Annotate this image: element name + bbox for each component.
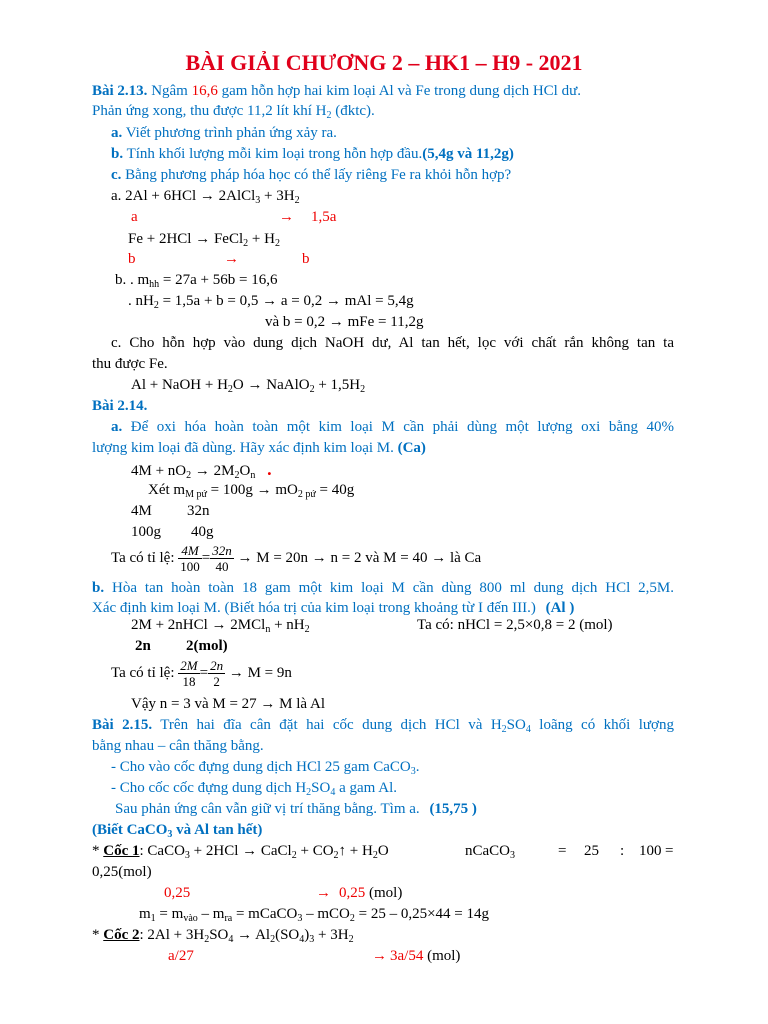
bai-215-label: Bài 2.15. [92, 717, 153, 733]
text: = 27a + 56b = 16,6 [159, 272, 278, 288]
text: → 2M [191, 463, 235, 479]
text: O → NaAlO [232, 377, 310, 393]
subscript: 2 [501, 724, 507, 735]
text: Viết phương trình phản ứng xảy ra. [125, 125, 337, 141]
text: : CaCO [139, 843, 185, 859]
text: Ngâm [151, 83, 188, 99]
text: 3a/54 [390, 948, 424, 964]
question-b [111, 144, 514, 164]
answer: (Al ) [545, 600, 575, 616]
label: a. [111, 419, 123, 435]
subscript: 2 [326, 110, 332, 121]
bai-215-line1 [92, 715, 674, 735]
text: 4M + nO [131, 463, 187, 479]
subscript: ra [224, 913, 233, 924]
text: ↑ + H [338, 843, 373, 859]
subscript: 2 [309, 384, 315, 395]
text: 100g [131, 524, 161, 540]
text: 100 [639, 843, 662, 859]
numerator: 2M [180, 658, 198, 674]
answer: (5,4g và 11,2g) [422, 146, 514, 162]
subscript: 4 [228, 934, 234, 945]
ratio-row-6 [168, 946, 461, 966]
text: 25 [584, 843, 599, 859]
subscript: 2 pứ [297, 489, 316, 500]
subscript: 4 [299, 934, 305, 945]
numerator: 2n [210, 658, 224, 674]
text: – mCO [302, 906, 350, 922]
denominator: 40 [215, 559, 229, 575]
bai-213-line2 [92, 101, 375, 121]
text: 0,25 [164, 885, 191, 901]
text: và Al tan hết) [172, 822, 263, 838]
text: ) [304, 927, 310, 943]
text: - Cho cốc cốc đựng dung dịch H [111, 780, 307, 796]
mass-diff-line [139, 904, 489, 924]
text: a [131, 209, 138, 225]
text: - Cho vào cốc đựng dung dịch HCl 25 gam CaCO [111, 759, 411, 775]
label: a. [111, 125, 123, 141]
text: (SO [275, 927, 300, 943]
subscript: n [250, 470, 256, 481]
subscript: 3 [410, 766, 416, 777]
text: Xác định kim loại M. (Biết hóa trị của kim loại trong khoảng từ I đến III.) [92, 600, 536, 616]
text: lượng kim loại đã dùng. Hãy xác định kim loại M. [92, 440, 394, 456]
text: SO [311, 780, 331, 796]
subscript: 4 [525, 724, 531, 735]
equals-sign: = [201, 550, 211, 566]
subscript: 3 [309, 934, 315, 945]
text: 0,25 [339, 885, 366, 901]
text: Tính khối lượng mỗi kim loại trong hỗn hợp đầu. [126, 146, 423, 162]
answer: (15,75 ) [429, 801, 477, 817]
subscript: 2 [243, 238, 249, 249]
subscript: 2 [304, 624, 310, 635]
subscript: 2 [306, 787, 312, 798]
bai-214-a-line2 [92, 438, 426, 458]
title: BÀI GIẢI CHƯƠNG 2 – HK1 – H9 - 2021 [185, 50, 583, 75]
subscript: 2 [349, 913, 355, 924]
text: SO [209, 927, 229, 943]
equation-3 [131, 375, 365, 395]
bai-213-line1 [92, 81, 581, 101]
text: : [620, 843, 625, 859]
fraction [178, 543, 202, 574]
text: Xét m [148, 482, 186, 498]
text: O [377, 843, 389, 859]
text: Trên hai đĩa cân đặt hai cốc dung dịch HCl và H [160, 717, 502, 733]
equation-5 [131, 615, 613, 635]
text: Ta có tỉ lệ: [111, 550, 175, 566]
subscript: 3 [297, 913, 303, 924]
text: = [558, 843, 567, 859]
mass-value: 16,6 [191, 83, 218, 99]
arrow-icon: → [316, 885, 331, 901]
subscript: 2 [186, 470, 192, 481]
label: c. [111, 167, 122, 183]
question-c [111, 165, 511, 185]
subscript: M pứ [185, 489, 207, 500]
bullet: * [92, 843, 104, 859]
tile-2 [111, 657, 292, 689]
denominator: 2 [213, 674, 220, 690]
solution-b-1 [115, 270, 277, 290]
text: + 1,5H [314, 377, 361, 393]
text: a/27 [168, 948, 194, 964]
text: (đktc). [331, 103, 375, 119]
bai-215-item1 [111, 757, 420, 777]
ratio-row-5 [164, 883, 403, 903]
subscript: n [265, 624, 271, 635]
subscript: 2 [372, 850, 378, 861]
label: Cốc 2 [103, 927, 140, 943]
bai-214-a-line1 [111, 417, 674, 437]
coc-1-line [92, 841, 674, 861]
fraction [210, 543, 234, 574]
dot-mark: . [267, 459, 272, 479]
bai-214-label: Bài 2.14. [92, 398, 148, 414]
text: – m [197, 906, 225, 922]
text: SO [506, 717, 526, 733]
numerator: 32n [212, 543, 232, 559]
text: Al + NaOH + H [131, 377, 228, 393]
subscript: 2 [153, 300, 159, 311]
text: a gam Al. [335, 780, 398, 796]
subscript: 2 [360, 384, 366, 395]
text: = 40g [315, 482, 355, 498]
question-a [111, 123, 337, 143]
coc-2-line [92, 925, 354, 945]
text: Hòa tan hoàn toàn 18 gam một kim loại M cần dùng 800 ml dung dịch HCl 2,5M. [112, 580, 674, 596]
text: + H [248, 231, 275, 247]
text: + 2HCl → CaCl [189, 843, 292, 859]
text: + CO [296, 843, 334, 859]
subscript: 3 [255, 195, 261, 206]
text: gam hỗn hợp hai kim loại Al và Fe trong dung dịch HCl dư. [221, 83, 581, 99]
text: b [128, 251, 136, 267]
text: nCaCO [465, 843, 510, 859]
equals-sign: = [199, 665, 209, 681]
text: 4M [131, 503, 152, 519]
tile-1 [111, 542, 481, 574]
text: + 3H [260, 188, 295, 204]
answer: (Ca) [397, 440, 426, 456]
label: Cốc 1 [103, 843, 140, 859]
mol-row [135, 636, 228, 656]
subscript: 3 [510, 850, 515, 861]
text: + 3H [314, 927, 349, 943]
label: b. [92, 580, 105, 596]
subscript: hh [149, 279, 160, 290]
text: Ta có: nHCl = 2,5×0,8 = 2 (mol) [417, 617, 613, 633]
solution-b-2 [128, 291, 414, 311]
fraction [208, 658, 225, 689]
text: → M = 20n → n = 2 và M = 40 → là Ca [237, 550, 482, 566]
arrow-icon: → [279, 209, 294, 225]
subscript: 2 [348, 934, 354, 945]
text: a. 2Al + 6HCl → 2AlCl [111, 188, 256, 204]
text: 40g [191, 524, 214, 540]
text: → M = 9n [228, 665, 292, 681]
subscript: 4 [330, 787, 336, 798]
text: Sau phản ứng cân vẫn giữ vị trí thăng bằng. Tìm a. [115, 801, 420, 817]
bai-215-item3 [115, 799, 477, 819]
text: Phản ứng xong, thu được 11,2 lít khí H [92, 103, 327, 119]
text: → Al [233, 927, 271, 943]
text: O [239, 463, 251, 479]
ratio-row-2 [128, 249, 310, 269]
text: . [415, 759, 420, 775]
subscript: 2 [274, 238, 280, 249]
text: m [139, 906, 151, 922]
subscript: 3 [184, 850, 190, 861]
equation-4 [131, 459, 272, 481]
text: . nH [128, 293, 154, 309]
bai-215-item2 [111, 778, 397, 798]
bai-213-label: Bài 2.13. [92, 83, 148, 99]
subscript: 2 [270, 934, 276, 945]
label: b. [111, 146, 124, 162]
subscript: 3 [167, 829, 173, 840]
text: (mol) [423, 948, 461, 964]
subscript: 2 [294, 195, 300, 206]
ratio-row-1 [131, 207, 337, 227]
text: + nH [270, 617, 305, 633]
text: = 100g → mO [206, 482, 298, 498]
fraction [178, 658, 199, 689]
solution-b-3: và b = 0,2 → mFe = 11,2g [265, 314, 424, 330]
subscript: 2 [204, 934, 210, 945]
text: = 25 – 0,25×44 = 14g [354, 906, 490, 922]
xet-line [148, 480, 354, 500]
subscript: 2 [234, 470, 240, 481]
arrow-icon: → [372, 948, 387, 964]
text: 2M + 2nHCl → 2MCl [131, 617, 266, 633]
denominator: 18 [182, 674, 196, 690]
text: 2(mol) [186, 638, 228, 654]
vay-line: Vậy n = 3 và M = 27 → M là Al [131, 696, 325, 712]
solution-c-2: thu được Fe. [92, 356, 168, 372]
text: : 2Al + 3H [139, 927, 205, 943]
equation-2 [128, 229, 280, 249]
denominator: 100 [180, 559, 200, 575]
text: b [302, 251, 310, 267]
text: 2n [135, 638, 151, 654]
equation-1 [111, 186, 300, 206]
ratio-row-3 [131, 501, 210, 521]
text: Ta có tỉ lệ: [111, 665, 175, 681]
ratio-row-4 [131, 522, 214, 542]
text: (Biết CaCO [92, 822, 168, 838]
coc-1-line2: 0,25(mol) [92, 864, 152, 880]
text: = mCaCO [232, 906, 298, 922]
bai-215-note [92, 820, 262, 840]
bai-214-b-line1 [92, 578, 674, 598]
text: 32n [187, 503, 210, 519]
subscript: 1 [150, 913, 156, 924]
text: b. . m [115, 272, 150, 288]
subscript: 2 [227, 384, 233, 395]
bullet: * [92, 927, 104, 943]
bai-215-line2: bằng nhau – cân thăng bằng. [92, 738, 264, 754]
text: (mol) [365, 885, 403, 901]
text: = [665, 843, 674, 859]
text: Bằng phương pháp hóa học có thể lấy riêng Fe ra khỏi hỗn hợp? [125, 167, 512, 183]
text: = 1,5a + b = 0,5 → a = 0,2 → mAl = 5,4g [158, 293, 414, 309]
solution-c-1: c. Cho hỗn hợp vào dung dịch NaOH dư, Al tan hết, lọc với chất rắn không tan ta [111, 335, 674, 351]
text: Để oxi hóa hoàn toàn một kim loại M cần phải dùng một lượng oxi bằng 40% [130, 419, 675, 435]
numerator: 4M [178, 543, 202, 559]
arrow-icon: → [224, 251, 239, 267]
text: loãng có khối lượng [530, 717, 674, 733]
text: 1,5a [311, 209, 337, 225]
subscript: 2 [333, 850, 339, 861]
subscript: 2 [291, 850, 297, 861]
text: Fe + 2HCl → FeCl [128, 231, 244, 247]
text: = m [155, 906, 184, 922]
subscript: vào [183, 913, 198, 924]
